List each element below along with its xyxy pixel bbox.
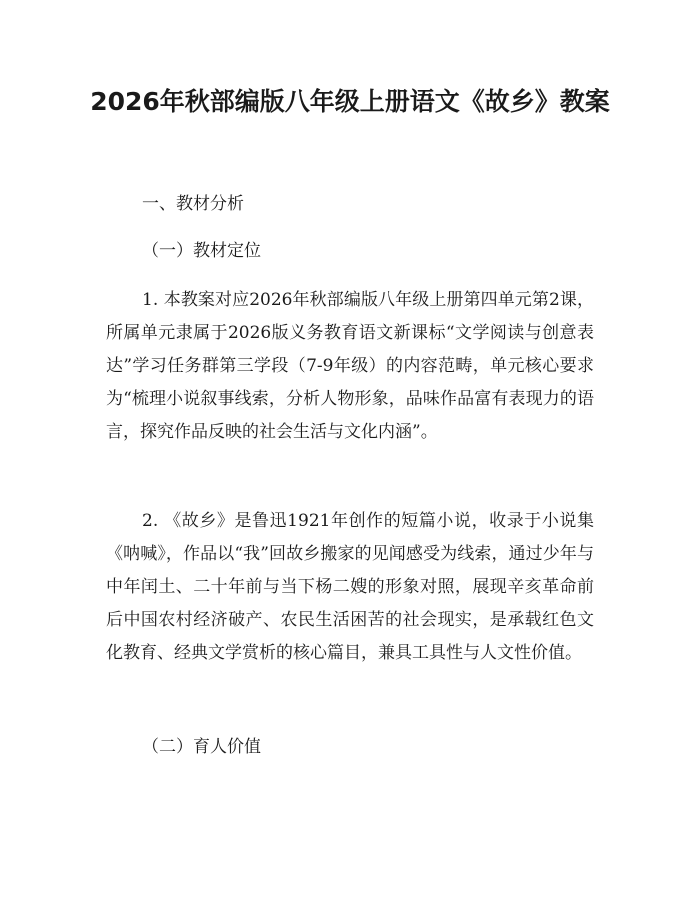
paragraph-2: 2. 《故乡》是鲁迅1921年创作的短篇小说，收录于小说集《呐喊》，作品以“我”回故乡搬家的见闻感受为线索，通过少年与中年闰土、二十年前与当下杨二嫂的形象对照，展现辛亥革命前后中国农村经济破产、农民生活困苦的社会现实，是承载红色文化教育、经典文学赏析的核心篇目，兼具工具性与人文性价值。 <box>106 511 594 663</box>
paragraph-1: 1. 本教案对应2026年秋部编版八年级上册第四单元第2课，所属单元隶属于2026版义务教育语文新课标“文学阅读与创意表达”学习任务群第三学段（7-9年级）的内容范畴，单元核心要求为“梳理小说叙事线索，分析人物形象，品味作品富有表现力的语言，探究作品反映的社会生活与文化内涵”。 <box>106 290 594 442</box>
section-heading-analysis: 一、教材分析 <box>142 194 244 214</box>
subsection-heading-positioning: （一）教材定位 <box>142 241 261 261</box>
document-title: 2026年秋部编版八年级上册语文《故乡》教案 <box>90 87 610 116</box>
subsection-heading-education-value: （二）育人价值 <box>142 737 261 757</box>
